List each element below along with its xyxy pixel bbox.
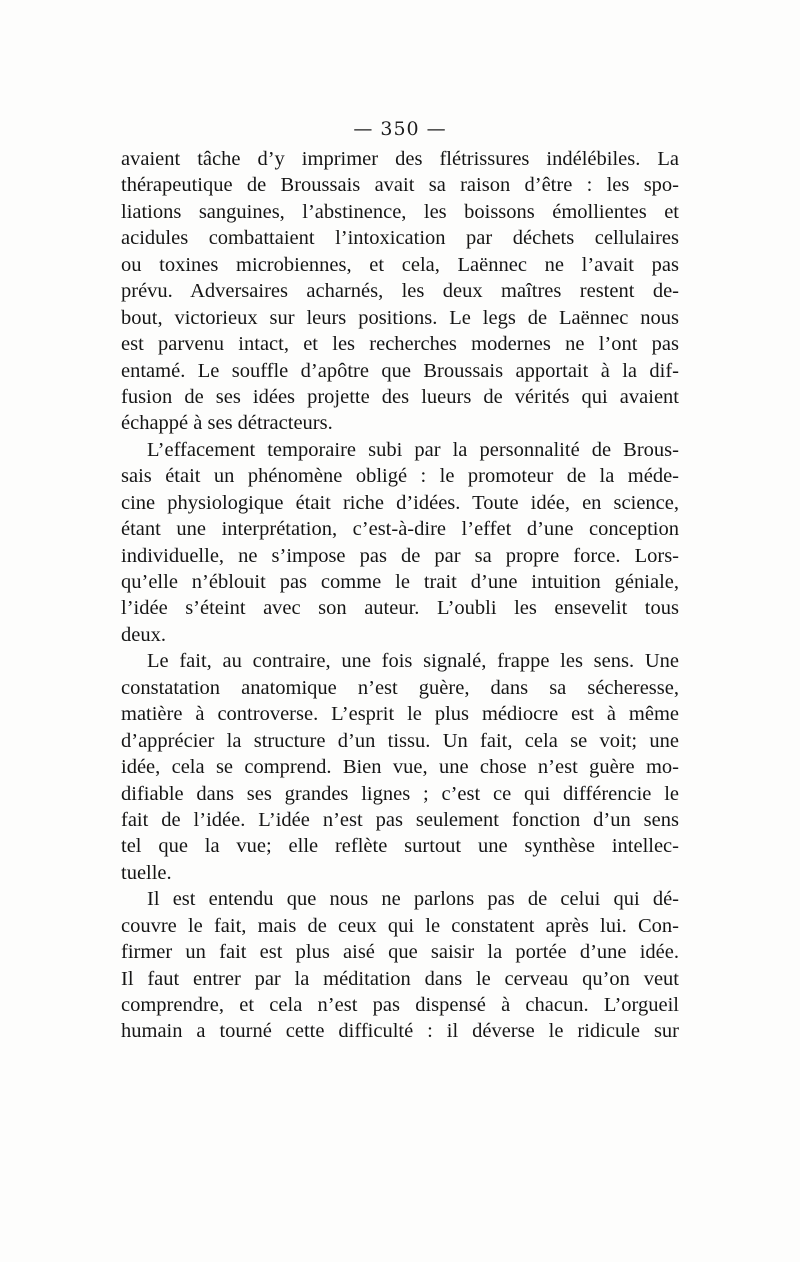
text-line: individuelle, ne s’impose pas de par sa propre force. Lors- [121, 544, 679, 567]
text-line: firmer un fait est plus aisé que saisir la portée d’une idée. [121, 941, 679, 964]
text-line: Il faut entrer par la méditation dans le cerveau qu’on veut [121, 967, 679, 990]
text-line: acidules combattaient l’intoxication par déchets cellulaires [121, 227, 679, 250]
text-line: tel que la vue; elle reflète surtout une synthèse intellec- [121, 835, 679, 858]
text-line: matière à controverse. L’esprit le plus médiocre est à même [121, 703, 679, 726]
text-line: thérapeutique de Broussais avait sa raison d’être : les spo- [121, 174, 679, 197]
text-line: sais était un phénomène obligé : le promoteur de la méde- [121, 465, 679, 488]
text-line: entamé. Le souffle d’apôtre que Broussais apportait à la dif- [121, 359, 679, 382]
text-line: ou toxines microbiennes, et cela, Laënnec ne l’avait pas [121, 253, 679, 276]
text-line: constatation anatomique n’est guère, dans sa sécheresse, [121, 676, 679, 699]
text-line: qu’elle n’éblouit pas comme le trait d’une intuition géniale, [121, 571, 679, 593]
page-number: — 350 — [353, 118, 447, 140]
text-line: difiable dans ses grandes lignes ; c’est ce qui différencie le [121, 782, 679, 805]
text-line: Il est entendu que nous ne parlons pas de celui qui dé- [147, 888, 679, 911]
body-text [121, 146, 679, 1045]
text-line: tuelle. [121, 861, 172, 884]
text-line: comprendre, et cela n’est pas dispensé à chacun. L’orgueil [121, 994, 679, 1016]
text-line: humain a tourné cette difficulté : il déverse le ridicule sur [121, 1020, 679, 1043]
text-line: liations sanguines, l’abstinence, les boissons émollientes et [121, 200, 679, 223]
text-line: Le fait, au contraire, une fois signalé, frappe les sens. Une [147, 650, 679, 673]
text-line: couvre le fait, mais de ceux qui le constatent après lui. Con- [121, 914, 679, 937]
text-line: deux. [121, 623, 166, 646]
text-line: prévu. Adversaires acharnés, les deux maîtres restent de- [121, 280, 679, 303]
text-line: fait de l’idée. L’idée n’est pas seulement fonction d’un sens [121, 808, 679, 831]
text-line: l’idée s’éteint avec son auteur. L’oubli les ensevelit tous [121, 597, 679, 620]
text-line: bout, victorieux sur leurs positions. Le legs de Laënnec nous [121, 306, 679, 329]
text-line: d’apprécier la structure d’un tissu. Un fait, cela se voit; une [121, 729, 679, 752]
text-line: est parvenu intact, et les recherches modernes ne l’ont pas [121, 333, 679, 356]
text-line: avaient tâche d’y imprimer des flétrissures indélébiles. La [121, 148, 679, 170]
text-line: échappé à ses détracteurs. [121, 412, 333, 435]
text-line: idée, cela se comprend. Bien vue, une chose n’est guère mo- [121, 756, 679, 779]
text-line: L’effacement temporaire subi par la personnalité de Brous- [147, 438, 679, 461]
text-line: fusion de ses idées projette des lueurs de vérités qui avaient [121, 385, 679, 408]
text-line: cine physiologique était riche d’idées. Toute idée, en science, [121, 491, 679, 514]
text-line: étant une interprétation, c’est-à-dire l’effet d’une conception [121, 518, 679, 541]
